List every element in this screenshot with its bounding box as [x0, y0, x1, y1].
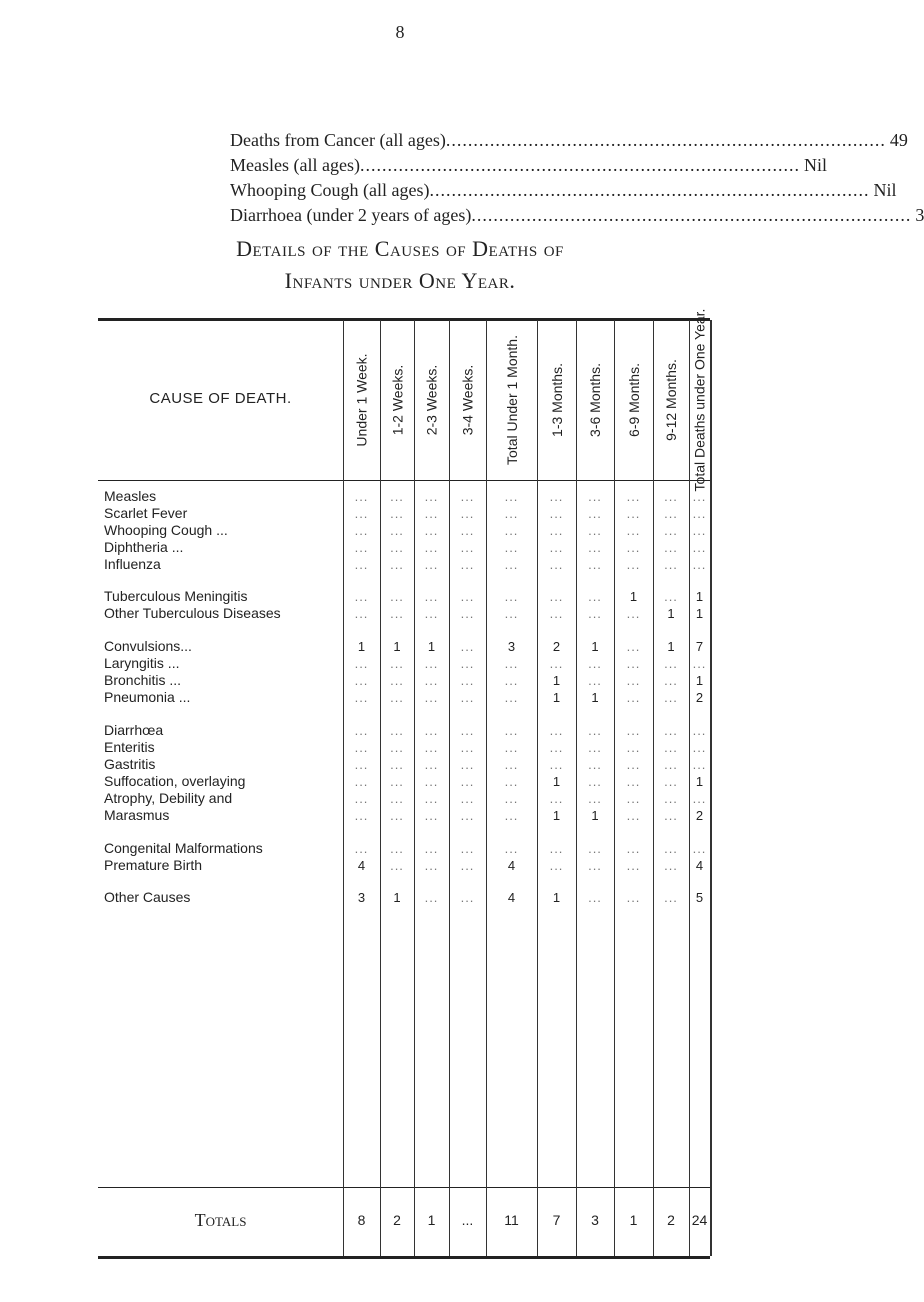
column-header-label: 1-3 Months.	[548, 363, 565, 437]
table-cell: ...	[664, 589, 678, 604]
table-cell: ...	[504, 506, 519, 521]
row-label: Influenza	[104, 556, 161, 572]
row-label: Pneumonia ...	[104, 689, 191, 705]
column-header	[414, 320, 449, 480]
table-cell: ...	[390, 540, 404, 555]
column-header-label: Total Under 1 Month.	[503, 335, 520, 465]
row-label: Other Causes	[104, 889, 191, 905]
column-header-label: 1-2 Weeks.	[389, 364, 406, 436]
row-label: Whooping Cough ...	[104, 522, 228, 538]
table-cell: ...	[692, 791, 707, 806]
column-header	[380, 320, 414, 480]
table-cell: ...	[390, 557, 404, 572]
table-cell: ...	[424, 589, 439, 604]
table-cell: ...	[424, 791, 439, 806]
table-cell: ...	[424, 723, 439, 738]
table-cell: ...	[588, 774, 602, 789]
row-label: Convulsions...	[104, 638, 192, 654]
summary-row	[230, 128, 908, 153]
table-cell: ...	[664, 557, 678, 572]
table-cell: ...	[354, 757, 369, 772]
table-cell: ...	[664, 656, 678, 671]
table-totals-rule	[98, 1187, 710, 1188]
table-cell: ...	[504, 723, 519, 738]
total-cell: 1	[427, 1212, 436, 1228]
table-cell: ...	[588, 791, 602, 806]
table-cell: ...	[424, 774, 439, 789]
table-cell: ...	[354, 656, 369, 671]
table-cell: 1	[591, 639, 599, 654]
summary-value: Nil	[873, 180, 897, 200]
table-cell: ...	[460, 690, 475, 705]
table-cell: ...	[424, 489, 439, 504]
table-cell: ...	[664, 673, 678, 688]
table-cell: ...	[460, 606, 475, 621]
summary-label: Diarrhoea (under 2 years of ages)	[230, 205, 472, 225]
column-header	[449, 320, 486, 480]
row-label: Premature Birth	[104, 857, 203, 873]
table-cell: ...	[504, 808, 519, 823]
table-cell: ...	[664, 858, 678, 873]
row-label: Congenital Malformations	[104, 840, 263, 856]
table-cell: ...	[460, 523, 475, 538]
column-header	[614, 320, 653, 480]
table-cell: ...	[390, 523, 404, 538]
table-cell: ...	[626, 858, 641, 873]
table-bottom-rule	[98, 1256, 710, 1259]
table-cell: ...	[390, 740, 404, 755]
leader-dots: ................................................................................	[445, 130, 886, 150]
table-cell: ...	[626, 757, 641, 772]
table-cell: ...	[626, 673, 641, 688]
table-cell: ...	[504, 690, 519, 705]
table-cell: ...	[390, 506, 404, 521]
summary-row	[230, 178, 897, 203]
table-cell: 4	[695, 858, 704, 873]
table-cell: ...	[549, 523, 564, 538]
table-cell: ...	[424, 841, 439, 856]
cause-of-death-header: CAUSE OF DEATH.	[149, 390, 292, 407]
table-cell: ...	[390, 589, 404, 604]
table-cell: ...	[626, 639, 641, 654]
table-cell: ...	[354, 557, 369, 572]
table-cell: ...	[460, 791, 475, 806]
table-cell: ...	[692, 540, 707, 555]
summary-label: Deaths from Cancer (all ages)	[230, 130, 446, 150]
table-cell: ...	[354, 506, 369, 521]
row-label: Gastritis	[104, 756, 156, 772]
table-cell: ...	[460, 589, 475, 604]
table-cell: ...	[588, 858, 602, 873]
total-cell: 2	[667, 1212, 675, 1228]
table-cell: ...	[424, 557, 439, 572]
table-cell: ...	[626, 890, 641, 905]
table-cell: 4	[357, 858, 366, 873]
table-cell: ...	[354, 774, 369, 789]
table-cell: ...	[460, 858, 475, 873]
table-cell: 1	[591, 690, 599, 705]
table-cell: ...	[504, 523, 519, 538]
table-cell: ...	[549, 656, 564, 671]
table-cell: ...	[354, 841, 369, 856]
table-cell: ...	[549, 589, 564, 604]
column-header	[576, 320, 614, 480]
table-cell: ...	[504, 589, 519, 604]
table-cell: 3	[357, 890, 366, 905]
row-label: Tuberculous Meningitis	[104, 588, 248, 604]
table-cell: 1	[357, 639, 366, 654]
table-cell: ...	[504, 606, 519, 621]
table-cell: ...	[424, 656, 439, 671]
row-label: Atrophy, Debility and	[104, 790, 233, 806]
table-cell: ...	[626, 774, 641, 789]
table-cell: ...	[460, 506, 475, 521]
table-cell: ...	[692, 489, 707, 504]
table-cell: ...	[460, 639, 475, 654]
table-cell: ...	[626, 841, 641, 856]
total-cell: 24	[691, 1212, 708, 1228]
table-cell: ...	[424, 606, 439, 621]
table-cell: ...	[588, 656, 602, 671]
table-cell: ...	[354, 489, 369, 504]
table-cell: ...	[354, 673, 369, 688]
column-header-label: Under 1 Week.	[353, 353, 370, 447]
summary-list	[230, 128, 924, 228]
table-cell: ...	[424, 506, 439, 521]
table-cell: ...	[504, 791, 519, 806]
table-cell: 4	[507, 858, 516, 873]
table-cell: ...	[664, 740, 678, 755]
column-header-label: 6-9 Months.	[625, 363, 642, 437]
table-cell: 1	[427, 639, 436, 654]
table-cell: ...	[460, 774, 475, 789]
table-cell: ...	[504, 774, 519, 789]
table-cell: ...	[354, 606, 369, 621]
column-header	[343, 320, 380, 480]
totals-label: Totals	[194, 1210, 247, 1230]
table-cell: ...	[588, 557, 602, 572]
table-cell: ...	[549, 506, 564, 521]
table-cell: ...	[692, 723, 707, 738]
table-cell: ...	[460, 723, 475, 738]
table-cell: ...	[588, 540, 602, 555]
table-cell: ...	[626, 557, 641, 572]
table-cell: ...	[504, 540, 519, 555]
table-cell: ...	[390, 757, 404, 772]
table-cell: ...	[692, 523, 707, 538]
table-cell: ...	[664, 890, 678, 905]
table-cell: 1	[393, 639, 401, 654]
table-cell: ...	[664, 690, 678, 705]
table-cell: ...	[460, 808, 475, 823]
table-cell: 1	[695, 589, 704, 604]
summary-value: 49	[889, 130, 908, 150]
summary-label: Whooping Cough (all ages)	[230, 180, 430, 200]
table-cell: ...	[390, 673, 404, 688]
leader-dots: ................................................................................	[471, 205, 912, 225]
table-cell: ...	[424, 673, 439, 688]
table-cell: ...	[390, 791, 404, 806]
column-header	[486, 320, 537, 480]
table-cell: ...	[549, 489, 564, 504]
table-cell: ...	[460, 673, 475, 688]
table-cell: ...	[354, 723, 369, 738]
table-cell: ...	[692, 506, 707, 521]
table-cell: ...	[588, 506, 602, 521]
table-cell: ...	[549, 606, 564, 621]
table-cell: ...	[354, 791, 369, 806]
table-cell: ...	[504, 656, 519, 671]
table-cell: ...	[664, 540, 678, 555]
table-cell: ...	[504, 557, 519, 572]
row-label: Diphtheria ...	[104, 539, 184, 555]
table-cell: ...	[460, 841, 475, 856]
table-cell: 3	[507, 639, 516, 654]
table-cell: ...	[664, 723, 678, 738]
table-cell: ...	[692, 841, 707, 856]
table-cell: ...	[588, 673, 602, 688]
table-cell: ...	[504, 757, 519, 772]
leader-dots: ................................................................................	[359, 155, 800, 175]
column-header-label: 2-3 Weeks.	[423, 364, 440, 436]
table-cell: 1	[591, 808, 599, 823]
table-cell: ...	[626, 506, 641, 521]
table-cell: 5	[695, 890, 704, 905]
table-cell: ...	[626, 690, 641, 705]
table-cell: ...	[626, 656, 641, 671]
table-cell: 7	[695, 639, 704, 654]
total-cell: 3	[591, 1212, 599, 1228]
table-cell: ...	[664, 774, 678, 789]
column-divider	[710, 320, 712, 1256]
table-cell: ...	[549, 557, 564, 572]
table-title-line-1: Details of the Causes of Deaths of	[236, 236, 564, 261]
row-label: Other Tuberculous Diseases	[104, 605, 281, 621]
table-cell: ...	[626, 808, 641, 823]
row-label: Diarrhœa	[104, 722, 164, 738]
leader-dots: ................................................................................	[429, 180, 870, 200]
table-cell: ...	[460, 540, 475, 555]
table-cell: ...	[424, 858, 439, 873]
table-cell: ...	[504, 673, 519, 688]
table-cell: ...	[390, 774, 404, 789]
page-number: 8	[395, 22, 405, 42]
table-cell: ...	[354, 540, 369, 555]
table-cell: ...	[692, 656, 707, 671]
table-cell: ...	[588, 890, 602, 905]
table-cell: ...	[664, 841, 678, 856]
total-cell: 2	[393, 1212, 401, 1228]
row-label: Laryngitis ...	[104, 655, 180, 671]
table-cell: ...	[626, 606, 641, 621]
table-cell: ...	[424, 808, 439, 823]
table-cell: ...	[390, 606, 404, 621]
table-cell: 1	[552, 808, 561, 823]
summary-label: Measles (all ages)	[230, 155, 360, 175]
table-cell: ...	[626, 523, 641, 538]
table-cell: ...	[390, 723, 404, 738]
table-cell: ...	[664, 791, 678, 806]
column-header	[537, 320, 576, 480]
table-cell: ...	[588, 589, 602, 604]
table-cell: 1	[552, 890, 561, 905]
table-cell: 1	[695, 774, 704, 789]
table-cell: ...	[390, 858, 404, 873]
table-cell: ...	[549, 841, 564, 856]
table-cell: ...	[460, 656, 475, 671]
table-cell: ...	[626, 489, 641, 504]
table-cell: ...	[588, 489, 602, 504]
table-cell: ...	[664, 506, 678, 521]
table-cell: ...	[460, 757, 475, 772]
table-cell: ...	[504, 489, 519, 504]
table-cell: ...	[588, 740, 602, 755]
row-label: Bronchitis ...	[104, 672, 182, 688]
table-cell: ...	[424, 740, 439, 755]
row-label: Enteritis	[104, 739, 155, 755]
table-cell: ...	[424, 890, 439, 905]
table-cell: ...	[664, 523, 678, 538]
table-cell: ...	[626, 540, 641, 555]
table-cell: ...	[390, 690, 404, 705]
table-cell: ...	[692, 740, 707, 755]
table-cell: ...	[390, 841, 404, 856]
table-cell: ...	[588, 841, 602, 856]
column-header	[653, 320, 689, 480]
table-cell: 2	[552, 639, 561, 654]
total-cell: 1	[629, 1212, 638, 1228]
column-header-label: 3-6 Months.	[587, 363, 603, 437]
table-cell: ...	[626, 791, 641, 806]
table-cell: ...	[424, 523, 439, 538]
total-cell: ...	[461, 1212, 474, 1228]
table-cell: ...	[549, 791, 564, 806]
table-cell: 1	[552, 774, 561, 789]
table-cell: ...	[424, 540, 439, 555]
column-header-label: Total Deaths under One Year.	[691, 308, 708, 492]
total-cell: 8	[357, 1212, 366, 1228]
table-cell: 1	[667, 639, 675, 654]
column-header-label: 9-12 Months.	[663, 359, 679, 441]
summary-value: Nil	[803, 155, 827, 175]
table-cell: ...	[692, 557, 707, 572]
summary-row	[230, 153, 827, 178]
table-cell: ...	[390, 656, 404, 671]
table-cell: ...	[504, 740, 519, 755]
column-header	[689, 308, 710, 492]
table-cell: ...	[354, 740, 369, 755]
summary-value: 3	[915, 205, 924, 225]
table-cell: 1	[552, 673, 561, 688]
table-cell: 1	[667, 606, 675, 621]
table-cell: ...	[588, 757, 602, 772]
table-cell: 4	[507, 890, 516, 905]
total-cell: 11	[504, 1212, 519, 1228]
table-cell: ...	[664, 808, 678, 823]
table-cell: ...	[664, 757, 678, 772]
row-label: Marasmus	[104, 807, 170, 823]
table-cell: ...	[424, 757, 439, 772]
table-cell: ...	[692, 757, 707, 772]
table-cell: ...	[504, 841, 519, 856]
table-cell: 1	[695, 673, 704, 688]
table-cell: ...	[664, 489, 678, 504]
table-cell: 1	[695, 606, 704, 621]
table-cell: ...	[354, 690, 369, 705]
row-label: Measles	[104, 488, 157, 504]
table-cell: 2	[695, 808, 704, 823]
column-header-label: 3-4 Weeks.	[459, 364, 476, 436]
summary-row	[230, 203, 924, 228]
table-cell: ...	[549, 740, 564, 755]
table-cell: ...	[588, 606, 602, 621]
row-label: Scarlet Fever	[104, 505, 188, 521]
table-cell: ...	[549, 757, 564, 772]
total-cell: 7	[552, 1212, 561, 1228]
table-cell: 1	[629, 589, 638, 604]
table-cell: ...	[424, 690, 439, 705]
table-cell: ...	[354, 808, 369, 823]
table-cell: 2	[695, 690, 704, 705]
table-cell: ...	[354, 523, 369, 538]
table-cell: ...	[390, 489, 404, 504]
table-cell: 1	[393, 890, 401, 905]
table-cell: ...	[549, 858, 564, 873]
row-label: Suffocation, overlaying	[104, 773, 246, 789]
table-cell: ...	[460, 489, 475, 504]
table-cell: ...	[626, 723, 641, 738]
table-cell: ...	[390, 808, 404, 823]
table-cell: ...	[626, 740, 641, 755]
table-cell: ...	[588, 723, 602, 738]
table-header-rule	[98, 480, 710, 481]
table-cell: ...	[549, 540, 564, 555]
table-cell: ...	[460, 890, 475, 905]
table-cell: ...	[460, 557, 475, 572]
table-cell: ...	[588, 523, 602, 538]
table-cell: ...	[460, 740, 475, 755]
table-cell: ...	[354, 589, 369, 604]
table-cell: 1	[552, 690, 561, 705]
table-cell: ...	[549, 723, 564, 738]
table-title-line-2: Infants under One Year.	[284, 268, 516, 293]
